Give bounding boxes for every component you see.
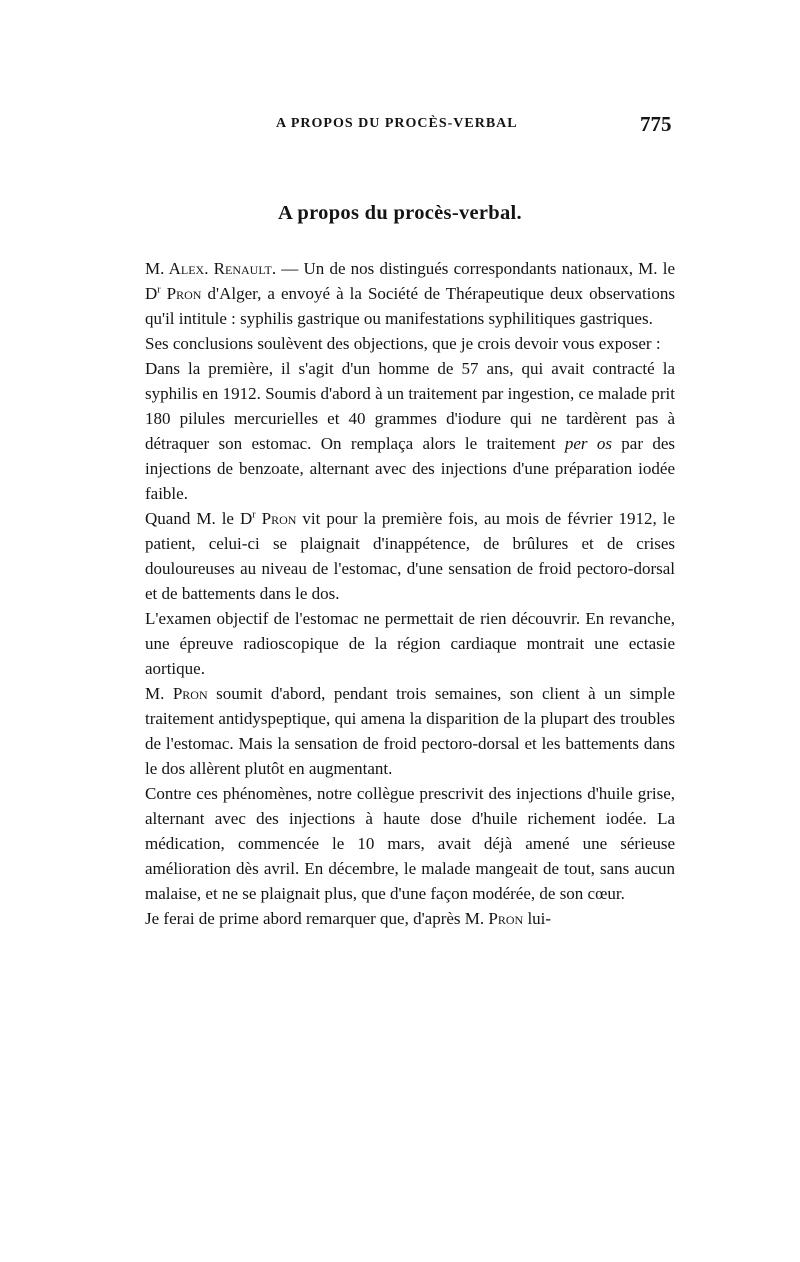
page-number: 775 xyxy=(640,112,672,136)
paragraph-3: Dans la première, il s'agit d'un homme de 57 ans, qui avait contracté la syphilis en 1912. Soumis d'abord à un traitement par ingestion, ce malade prit 180 pilules mercurielles et 40 grammes d'iodure qui ne tardèrent pas à détraquer son estomac. On remplaça alors le traitement per os par des injections de benzoate, alternant avec des injections d'une préparation iodée faible. xyxy=(145,359,675,503)
author-name: Pron xyxy=(261,509,297,528)
section-title: A propos du procès-verbal. xyxy=(278,202,522,224)
paragraph-8: Je ferai de prime abord remarquer que, d'après M. Pron lui- xyxy=(145,909,552,928)
paragraph-2: Ses conclusions soulèvent des objections, que je crois devoir vous exposer : xyxy=(145,334,661,353)
paragraph-1: M. Alex. Renault. — Un de nos distingués correspondants nationaux, M. le $D^r$ Pron d'Alger, a envoyé à la Société de Thérapeutique deux observations qu'il intitule : syphilis gastrique ou manifestations syphilitiques gastriques. xyxy=(145,259,676,328)
author-name: Pron xyxy=(166,284,202,303)
italic-phrase: per os xyxy=(564,434,612,453)
paragraph-4: Quand M. le $D^r$ Pron vit pour la première fois, au mois de février 1912, le patient, celui-ci se plaignait d'inappétence, de brûlures et de crises douloureuses au niveau de l'estomac, d'une sensation de froid pectoro-dorsal et de battements dans le dos. xyxy=(145,509,676,603)
paragraph-7: Contre ces phénomènes, notre collègue prescrivit des injections d'huile grise, alternant avec des injections à haute dose d'huile richement iodée. La médication, commencée le 10 mars, avait déjà amené une sérieuse amélioration dès avril. En décembre, le malade mangeait de tout, sans aucun malaise, et ne se plaignait plus, que d'une façon modérée, de son cœur. xyxy=(145,784,675,903)
paragraph-5: L'examen objectif de l'estomac ne permettait de rien découvrir. En revanche, une épreuve radioscopique de la région cardiaque montrait une ectasie aortique. xyxy=(145,609,675,678)
body-text xyxy=(145,256,675,931)
page-header xyxy=(0,112,800,140)
speaker-name: M. Alex. Renault. xyxy=(145,259,277,278)
author-name: Pron xyxy=(488,909,524,928)
paragraph-6: M. Pron soumit d'abord, pendant trois semaines, son client à un simple traitement antidyspeptique, qui amena la disparition de la plupart des troubles de l'estomac. Mais la sensation de froid pectoro-dorsal et les battements dans le dos allèrent plutôt en augmentant. xyxy=(145,684,675,778)
author-name: Pron xyxy=(172,684,208,703)
running-head: A PROPOS DU PROCÈS-VERBAL xyxy=(276,116,518,131)
